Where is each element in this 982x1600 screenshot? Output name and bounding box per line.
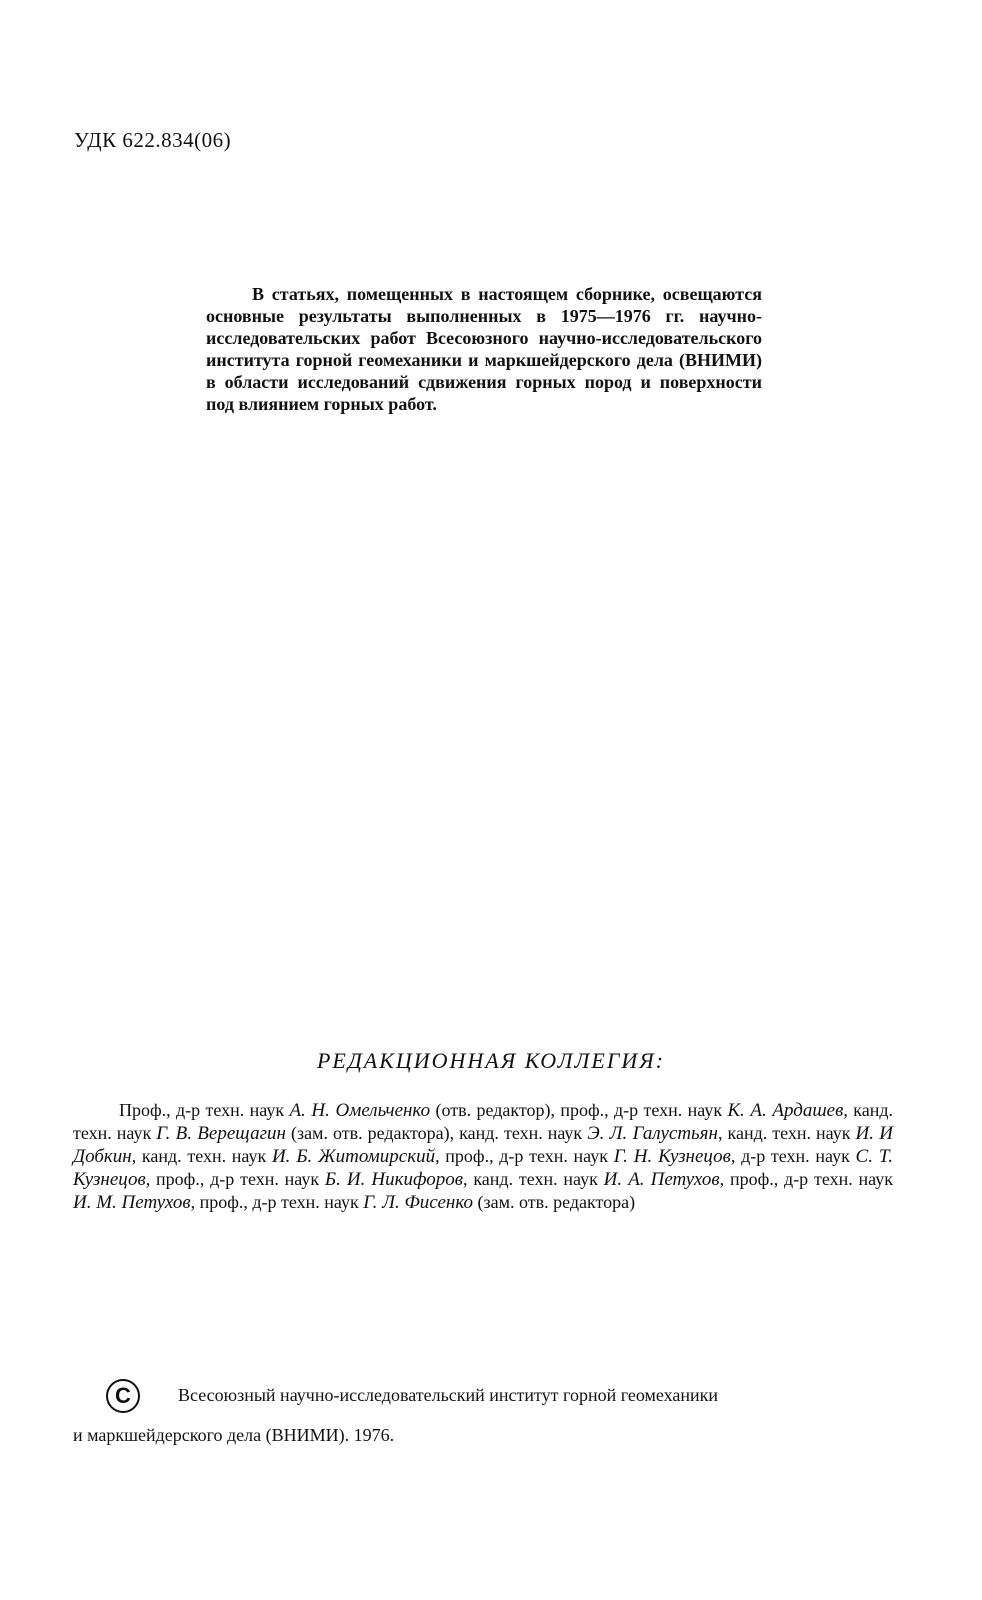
board-text-seg: (зам. отв. редактора), канд. техн. наук [285,1123,588,1143]
board-member-name: К. А. Ардашев [727,1100,844,1121]
board-text-seg: , проф., д-р техн. наук [190,1192,364,1212]
copyright-text-1: Всесоюзный научно-исследовательский институт горной геомеханики [178,1385,719,1405]
copyright-line-1 [73,1375,893,1415]
board-member-name: Г. Н. Кузнецов [613,1146,731,1167]
board-text-seg: , канд. техн. наук [717,1123,856,1143]
board-text-seg: , проф., д-р техн. наук [719,1169,893,1189]
abstract [206,283,762,415]
board-member-name: А. Н. Омельченко [289,1100,431,1121]
abstract-text: В статьях, помещенных в настоящем сборнике, освещаются основные результаты выполненных в 1975—1976 гг. научно-исследовательских работ Всесоюзного научно-исследовательского института горной геомеханики и маркшейдерского дела (ВНИМИ) в области исследований сдвижения горных пород и поверхности под влиянием горных работ. [206,284,762,414]
board-member-name: С. Т. Кузнецов [73,1146,893,1190]
editorial-board-list [73,1099,893,1214]
board-member-name: Э. Л. Галустьян [587,1123,718,1144]
board-text-seg: , проф., д-р техн. наук [145,1169,325,1189]
board-member-name: И. М. Петухов [73,1192,191,1213]
udk-code: УДК 622.834(06) [74,128,232,152]
board-member-name: И. Б. Житомирский [271,1146,436,1167]
board-text-seg: , д-р техн. наук [730,1146,856,1166]
board-text-seg: , канд. техн. наук [73,1100,893,1143]
copyright-icon: C [106,1379,140,1413]
editorial-board-title: РЕДАКЦИОННАЯ КОЛЛЕГИЯ: [316,1048,666,1073]
board-member-name: И. И Добкин [73,1123,893,1167]
board-member-name: Б. И. Никифоров [324,1169,464,1190]
board-text-seg: , проф., д-р техн. наук [435,1146,614,1166]
board-text-seg: , канд. техн. наук [463,1169,604,1189]
board-member-name: И. А. Петухов [603,1169,720,1190]
editorial-board-paragraph [73,1099,893,1214]
board-text-seg: (отв. редактор), проф., д-р техн. наук [430,1100,728,1120]
board-member-name: Г. Л. Фисенко [363,1192,473,1213]
board-text-seg: , канд. техн. наук [131,1146,272,1166]
board-member-name: Г. В. Верещагин [156,1123,286,1144]
board-text-seg: (зам. отв. редактора) [472,1192,636,1212]
board-text-seg: Проф., д-р техн. наук [119,1100,290,1120]
copyright-line-2: и маркшейдерского дела (ВНИМИ). 1976. [73,1425,395,1445]
copyright-notice [73,1375,893,1455]
